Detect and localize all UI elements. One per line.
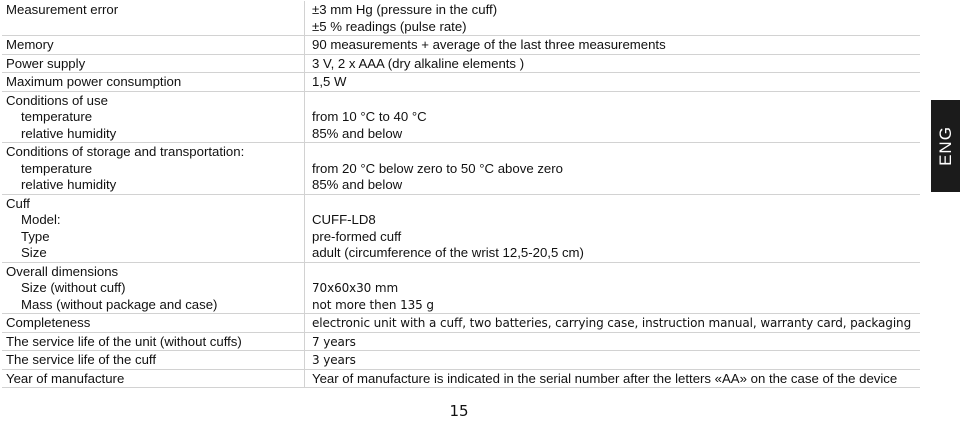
row-label: Completeness (2, 314, 305, 333)
row-label: Overall dimensions Size (without cuff) Mass (without package and case) (2, 262, 305, 314)
row-label: Conditions of storage and transportation: temperature relative humidity (2, 143, 305, 195)
table-row (2, 36, 920, 55)
row-value: from 10 °C to 40 °C 85% and below (312, 109, 427, 141)
row-value: from 20 °C below zero to 50 °C above zero 85% and below (312, 160, 563, 192)
row-value: 3 years (312, 353, 356, 367)
table-row (2, 91, 920, 143)
row-label: Measurement error (2, 1, 305, 36)
table-row (2, 194, 920, 262)
row-label: Cuff Model: Type Size (2, 194, 305, 262)
page-number: 15 (449, 402, 469, 420)
row-label: Year of manufacture (2, 369, 305, 388)
table-row (2, 369, 920, 388)
language-tab (931, 100, 960, 192)
row-label: Maximum power consumption (2, 73, 305, 92)
table-row (2, 73, 920, 92)
table-row (2, 143, 920, 195)
row-label: Memory (2, 36, 305, 55)
table-row (2, 262, 920, 314)
row-label: The service life of the cuff (2, 351, 305, 370)
row-label: The service life of the unit (without cuffs) (2, 332, 305, 351)
row-value: ±3 mm Hg (pressure in the cuff) ±5 % readings (pulse rate) (312, 2, 498, 34)
specifications-table (2, 1, 920, 388)
table-row (2, 54, 920, 73)
row-value: electronic unit with a cuff, two batteries, carrying case, instruction manual, warranty card, packaging (312, 316, 912, 330)
table-row (2, 332, 920, 351)
language-tab-label: ENG (935, 126, 955, 166)
table-row (2, 1, 920, 36)
row-label: Power supply (2, 54, 305, 73)
row-label: Conditions of use temperature relative humidity (2, 91, 305, 143)
row-value: CUFF-LD8 pre-formed cuff adult (circumference of the wrist 12,5-20,5 cm) (312, 212, 584, 260)
table-row (2, 314, 920, 333)
row-value: 3 V, 2 x AAA (dry alkaline elements ) (312, 55, 525, 71)
row-value: 7 years (312, 334, 356, 349)
row-value: Year of manufacture is indicated in the serial number after the letters «AA» on the case of the device (312, 370, 898, 386)
row-value: 1,5 W (312, 74, 347, 89)
table-row (2, 351, 920, 370)
row-value: 90 measurements + average of the last three measurements (312, 37, 666, 52)
row-value: 70x60x30 mm not more then 135 g (312, 281, 434, 312)
